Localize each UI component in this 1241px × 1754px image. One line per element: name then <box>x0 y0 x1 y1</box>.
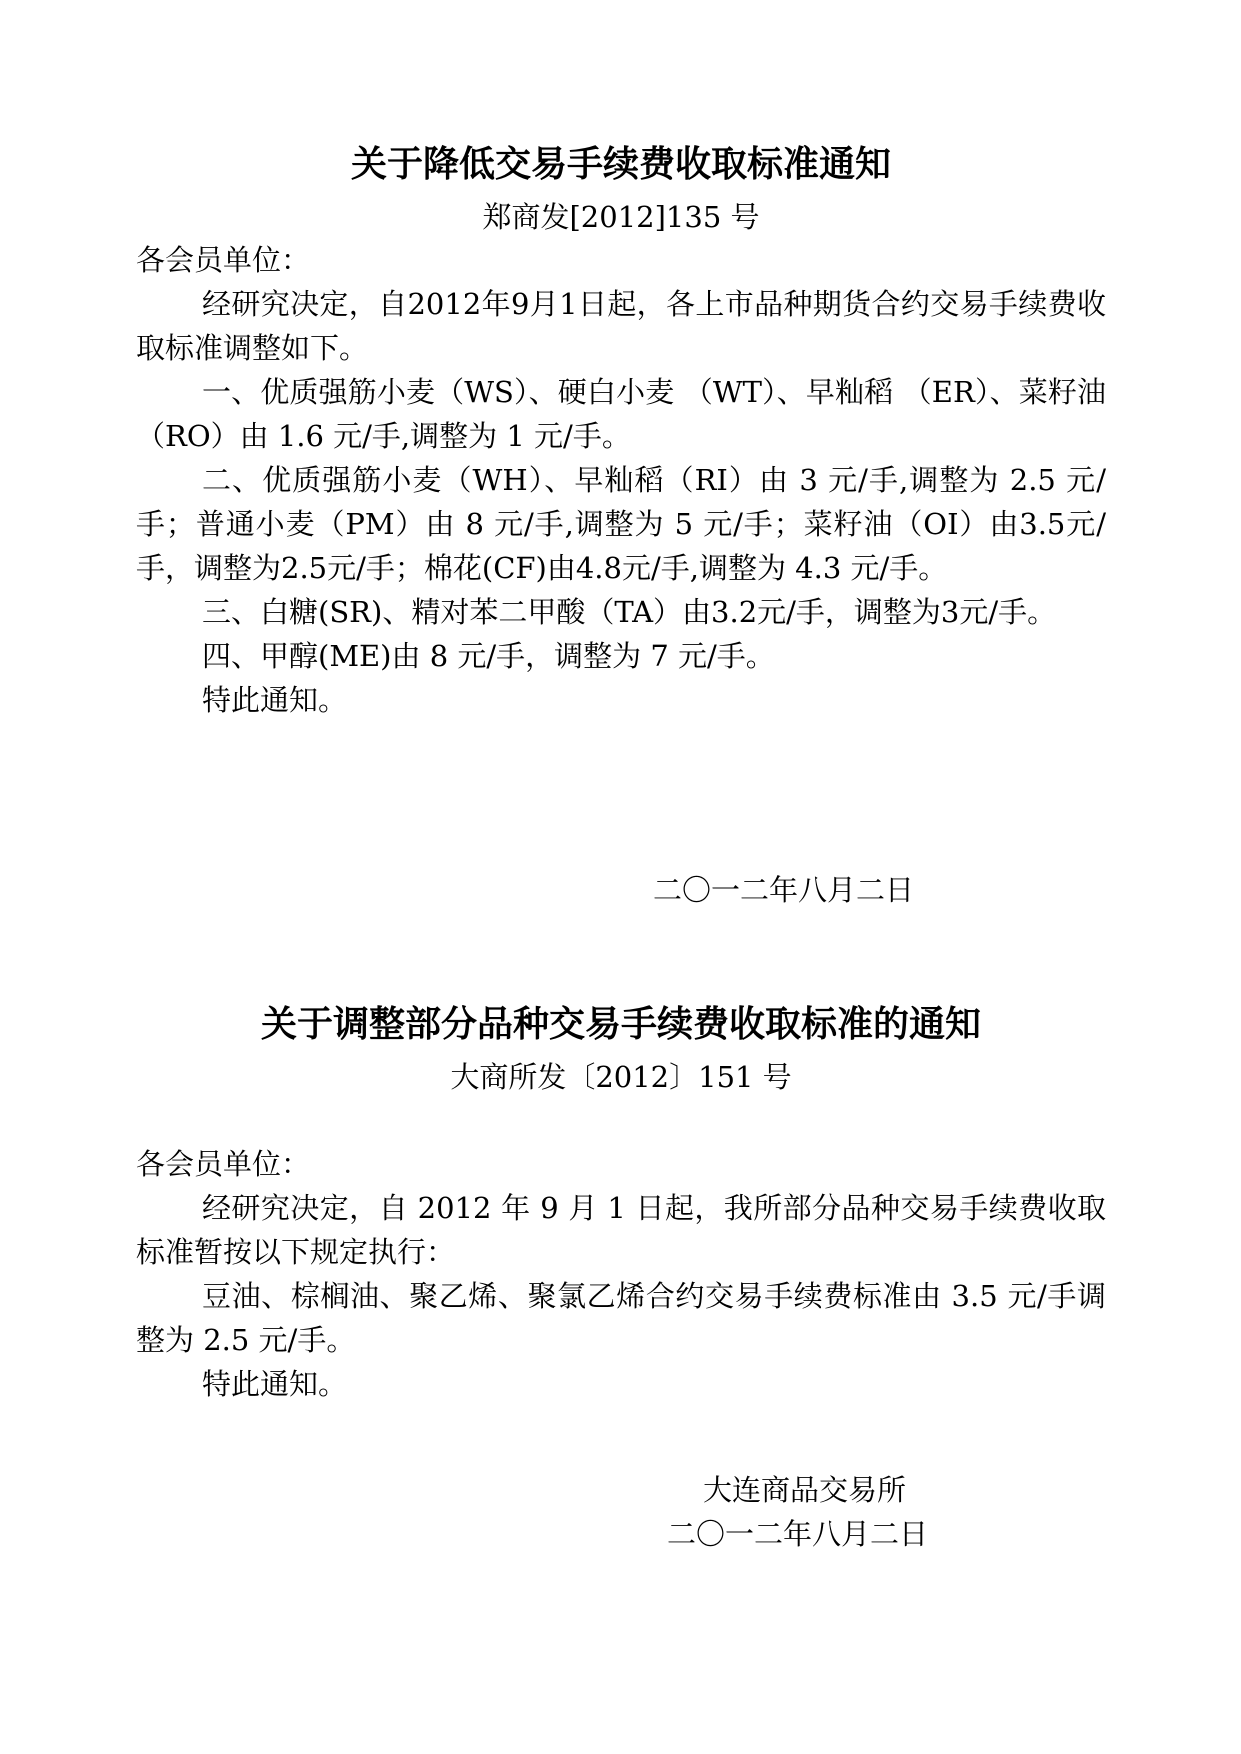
issuer-name: 大连商品交易所 <box>703 1473 907 1507</box>
body-paragraph: 四、甲醇(ME)由 8 元/手，调整为 7 元/手。 <box>202 639 775 673</box>
body-paragraph: 二、优质强筋小麦（WH）、早籼稻（RI）由 3 元/手,调整为 2.5 元/手；普通小麦（PM）由 8 元/手,调整为 5 元/手；菜籽油（OI）由3.5元/手，调整为2.5元/手；棉花(CF)由4.8元/手,调整为 4.3 元/手。 <box>136 463 1106 585</box>
document-number: 郑商发[2012]135 号 <box>482 200 760 234</box>
closing-line: 特此通知。 <box>202 683 348 717</box>
body-paragraph: 豆油、棕榈油、聚乙烯、聚氯乙烯合约交易手续费标准由 3.5 元/手调整为 2.5 元/手。 <box>136 1279 1106 1357</box>
body-paragraph: 三、白糖(SR)、精对苯二甲酸（TA）由3.2元/手，调整为3元/手。 <box>202 595 1057 629</box>
body-paragraph: 经研究决定，自 2012 年 9 月 1 日起，我所部分品种交易手续费收取标准暂按以下规定执行： <box>136 1191 1106 1269</box>
notice-title: 关于调整部分品种交易手续费收取标准的通知 <box>260 1003 981 1045</box>
salutation: 各会员单位： <box>136 1147 311 1181</box>
body-paragraph: 一、优质强筋小麦（WS）、硬白小麦 （WT）、早籼稻 （ER）、菜籽油（RO）由 1.6 元/手,调整为 1 元/手。 <box>136 375 1106 453</box>
salutation: 各会员单位： <box>136 243 311 277</box>
notice-dalian <box>136 1000 1106 1551</box>
notice-title: 关于降低交易手续费收取标准通知 <box>350 143 891 185</box>
notice-date: 二〇一二年八月二日 <box>653 873 915 907</box>
notice-date: 二〇一二年八月二日 <box>667 1517 929 1551</box>
body-paragraph: 经研究决定，自2012年9月1日起，各上市品种期货合约交易手续费收取标准调整如下。 <box>136 287 1106 365</box>
closing-line: 特此通知。 <box>202 1367 348 1401</box>
document-number: 大商所发〔2012〕151 号 <box>450 1060 792 1094</box>
notice-zhengzhou <box>136 140 1106 907</box>
